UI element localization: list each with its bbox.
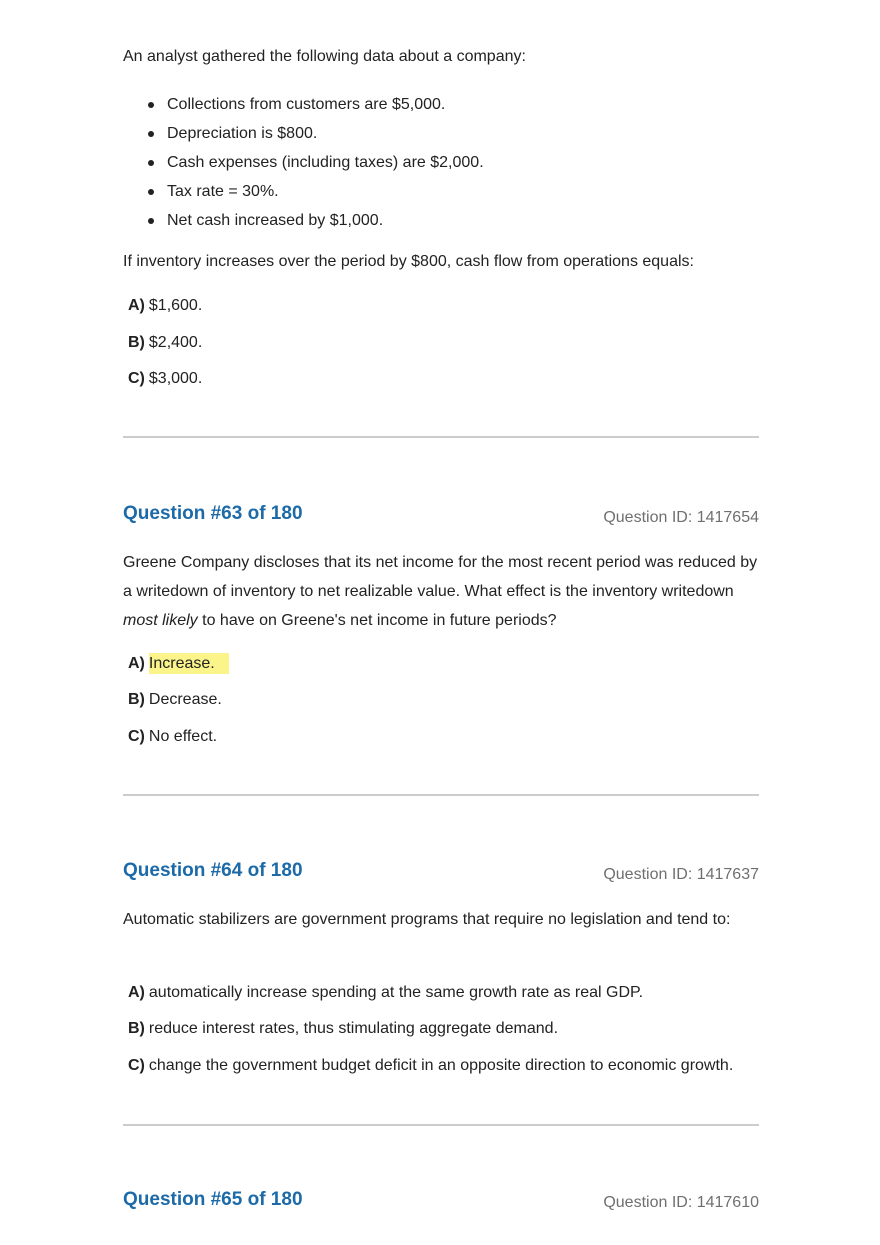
q64-question-id: Question ID: 1417637 xyxy=(603,866,759,883)
q64-stem: Automatic stabilizers are government programs that require no legislation and tend to: xyxy=(123,911,731,928)
stem-text: Greene Company discloses that its net income for the most recent period was reduced by a writedown of inventory to net realizable value. What effect is the inventory writedown xyxy=(123,554,758,600)
option-letter: A) xyxy=(128,655,145,672)
stem-text: to have on Greene's net income in future periods? xyxy=(197,612,557,629)
option-letter: A) xyxy=(128,984,145,1001)
q64-option-a[interactable] xyxy=(128,982,643,1004)
q65-header-clipped xyxy=(0,1185,880,1211)
list-item: Cash expenses (including taxes) are $2,000. xyxy=(123,148,484,177)
list-item: Collections from customers are $5,000. xyxy=(123,90,484,119)
option-letter: C) xyxy=(128,370,145,387)
option-text: automatically increase spending at the same growth rate as real GDP. xyxy=(148,984,644,1001)
q64-option-c[interactable] xyxy=(128,1055,733,1077)
option-text: $3,000. xyxy=(148,370,203,387)
option-text: reduce interest rates, thus stimulating aggregate demand. xyxy=(148,1020,559,1037)
option-text: $1,600. xyxy=(148,297,203,314)
q62-option-b[interactable] xyxy=(128,332,202,354)
option-letter: B) xyxy=(128,334,145,351)
stem-emphasis: most likely xyxy=(123,612,198,629)
option-letter: C) xyxy=(128,1057,145,1074)
q63-option-b[interactable] xyxy=(128,689,222,711)
q62-option-a[interactable] xyxy=(128,295,202,317)
q64-option-b[interactable] xyxy=(128,1018,558,1040)
option-text: change the government budget deficit in an opposite direction to economic growth. xyxy=(148,1057,734,1074)
section-divider xyxy=(123,794,759,796)
q63-stem xyxy=(123,548,759,635)
list-item: Net cash increased by $1,000. xyxy=(123,206,484,235)
option-letter: A) xyxy=(128,297,145,314)
list-item: Depreciation is $800. xyxy=(123,119,484,148)
option-letter: B) xyxy=(128,1020,145,1037)
q63-title: Question #63 of 180 xyxy=(123,503,303,524)
option-letter: C) xyxy=(128,728,145,745)
q63-question-id: Question ID: 1417654 xyxy=(603,509,759,526)
section-divider xyxy=(123,436,759,438)
q65-question-id: Question ID: 1417610 xyxy=(603,1194,759,1211)
q62-option-c[interactable] xyxy=(128,368,202,390)
q65-title: Question #65 of 180 xyxy=(123,1189,303,1210)
option-letter: B) xyxy=(128,691,145,708)
q64-title: Question #64 of 180 xyxy=(123,860,303,881)
q62-intro: An analyst gathered the following data about a company: xyxy=(123,48,526,65)
highlighted-answer-text: Increase. xyxy=(149,653,229,674)
option-text: No effect. xyxy=(148,728,218,745)
q63-option-a[interactable] xyxy=(128,653,229,675)
q62-stem: If inventory increases over the period by $800, cash flow from operations equals: xyxy=(123,253,694,270)
q62-data-list xyxy=(123,90,484,235)
q63-option-c[interactable] xyxy=(128,726,217,748)
option-text: Decrease. xyxy=(148,691,222,708)
list-item: Tax rate = 30%. xyxy=(123,177,484,206)
section-divider xyxy=(123,1124,759,1126)
option-text: $2,400. xyxy=(148,334,203,351)
